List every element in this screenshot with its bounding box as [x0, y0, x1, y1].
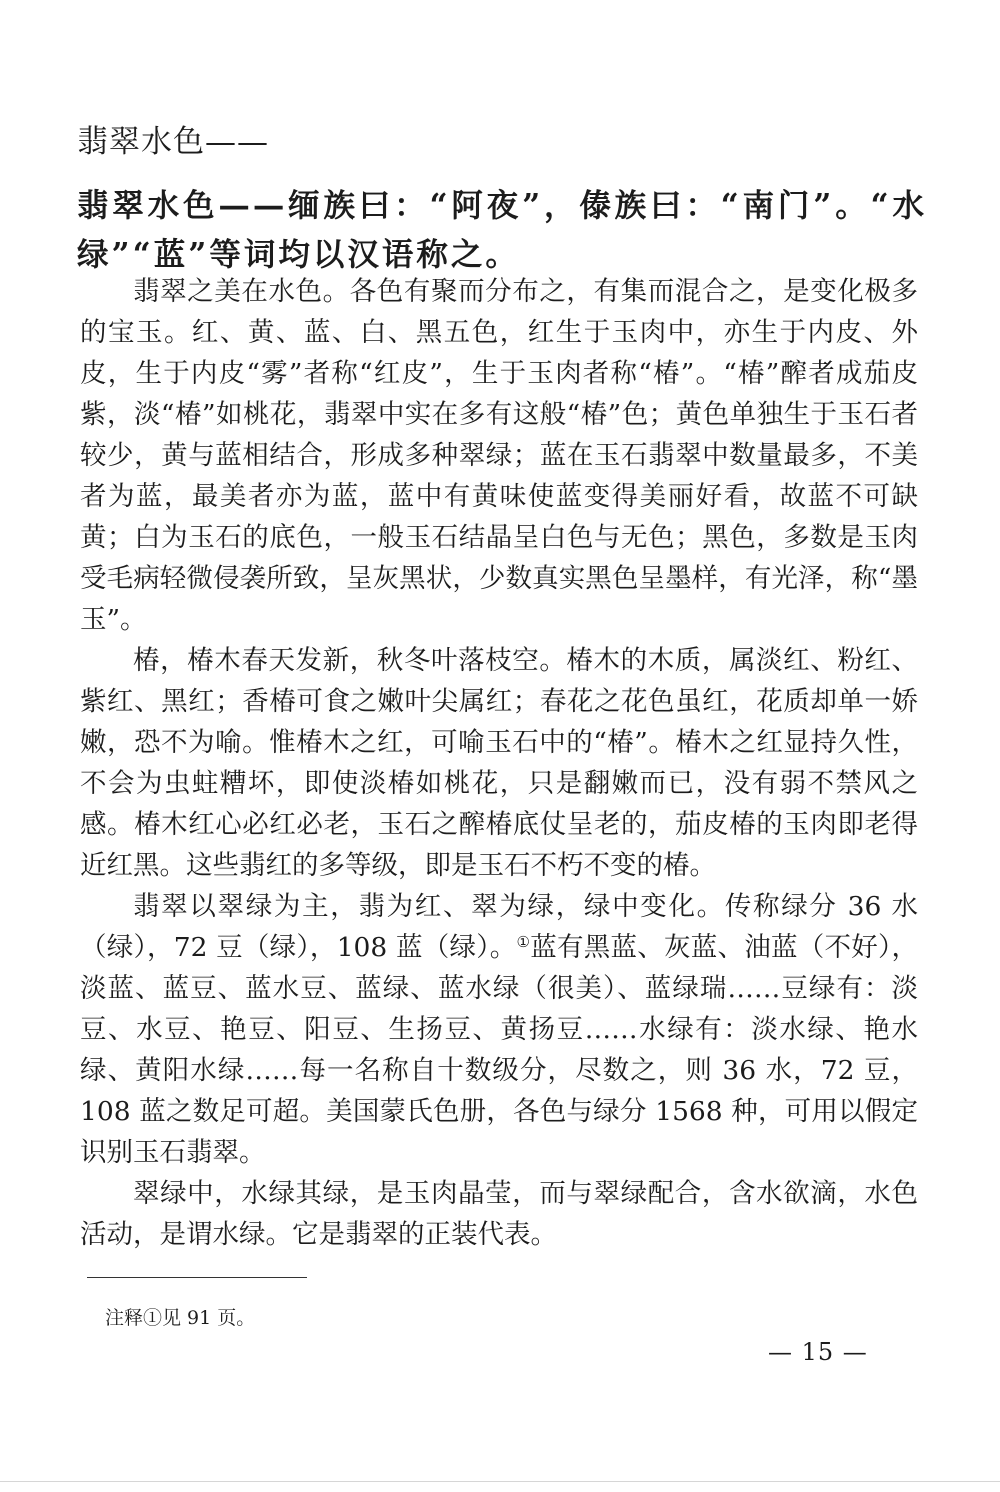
- footnote-divider: [87, 1277, 307, 1278]
- scan-edge-line: [0, 1481, 1000, 1482]
- footnote-reference: ①: [516, 933, 531, 951]
- paragraph-colors: 翡翠之美在水色。各色有聚而分布之，有集而混合之，是变化极多的宝玉。红、黄、蓝、白、黑五色，红生于玉肉中，亦生于内皮、外皮，生于内皮“雾”者称“红皮”，生于玉肉者称“椿”。“椿”醡者成茄皮紫，淡“椿”如桃花，翡翠中实在多有这般“椿”色；黄色单独生于玉石者较少，黄与蓝相结合，形成多种翠绿；蓝在玉石翡翠中数量最多，不美者为蓝，最美者亦为蓝，蓝中有黄味使蓝变得美丽好看，故蓝不可缺黄；白为玉石的底色，一般玉石结晶呈白色与无色；黑色，多数是玉肉受毛病轻微侵袭所致，呈灰黑状，少数真实黑色呈墨样，有光泽，称“墨玉”。: [80, 276, 918, 635]
- paragraph-green-grades-part-1: 翡翠以翠绿为主，翡为红、翠为绿，绿中变化。传称绿分 36 水（绿），72 豆（绿），108 蓝（绿）。: [80, 891, 918, 963]
- page-number: — 15 —: [768, 1338, 868, 1366]
- section-heading: 翡翠水色——: [77, 124, 269, 160]
- paragraph-water-green: 翠绿中，水绿其绿，是玉肉晶莹，而与翠绿配合，含水欲滴，水色活动，是谓水绿。它是翡翠的正装代表。: [80, 1178, 918, 1250]
- paragraph-chun: 椿，椿木春天发新，秋冬叶落枝空。椿木的木质，属淡红、粉红、紫红、黑红；香椿可食之嫩叶尖属红；春花之花色虽红，花质却单一娇嫩，恐不为喻。惟椿木之红，可喻玉石中的“椿”。椿木之红显持久性，不会为虫蛀糟坏，即使淡椿如桃花，只是翻嫩而已，没有弱不禁风之感。椿木红心必红必老，玉石之醡椿底仗呈老的，茄皮椿的玉肉即老得近红黑。这些翡红的多等级，即是玉石不朽不变的椿。: [80, 645, 918, 881]
- lead-paragraph: 翡翠水色——缅族曰：“阿夜”，傣族曰：“南门”。“水绿”“蓝”等词均以汉语称之。: [77, 187, 927, 273]
- paragraph-green-grades: [80, 886, 918, 1173]
- body-text: [80, 271, 918, 1255]
- paragraph-green-grades-part-2: 蓝有黑蓝、灰蓝、油蓝（不好），淡蓝、蓝豆、蓝水豆、蓝绿、蓝水绿（很美）、蓝绿瑞……豆绿有：淡豆、水豆、艳豆、阳豆、生扬豆、黄扬豆……水绿有：淡水绿、艳水绿、黄阳水绿……每一名称自十数级分，尽数之，则 36 水，72 豆，108 蓝之数足可超。美国蒙氏色册，各色与绿分 1568 种，可用以假定识别玉石翡翠。: [80, 932, 919, 1168]
- footnote-text: 注释①见 91 页。: [105, 1307, 256, 1329]
